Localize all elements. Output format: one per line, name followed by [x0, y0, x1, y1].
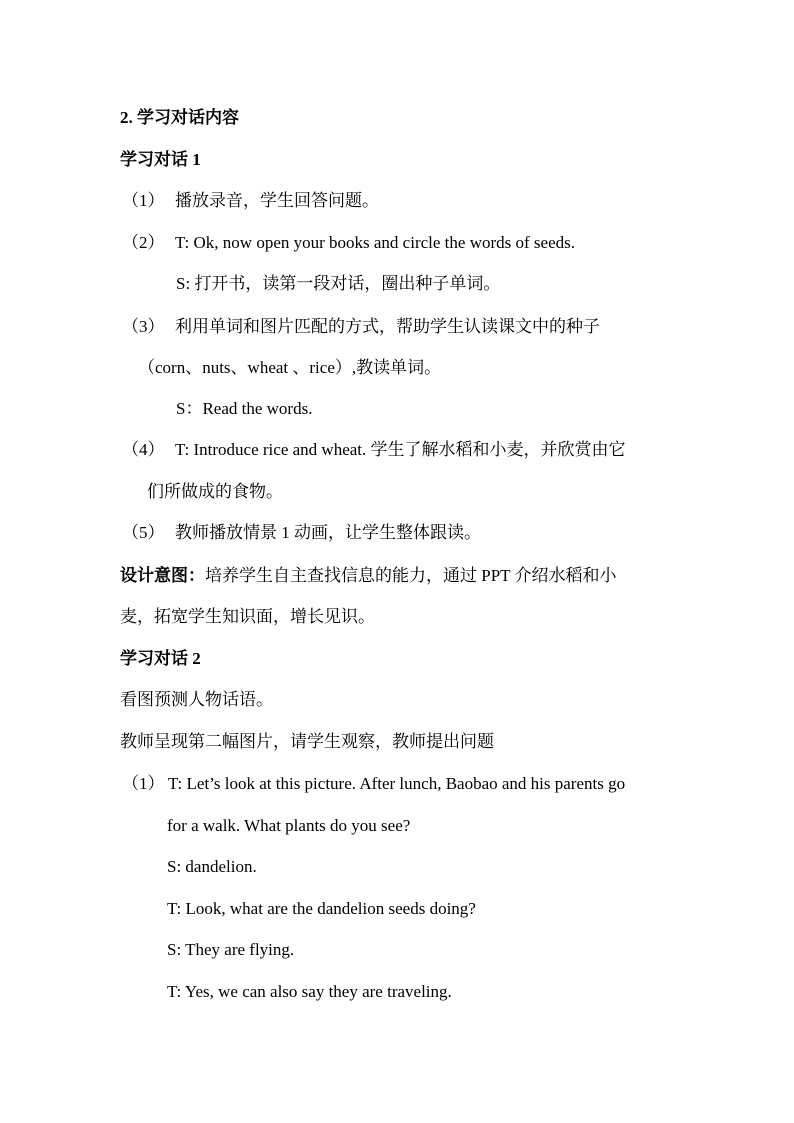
dialogue2-item-1	[122, 773, 625, 795]
item-number: （4）	[122, 440, 165, 459]
dialogue2-line-4: S: They are flying.	[167, 940, 295, 959]
dialogue1-heading: 学习对话 1	[120, 150, 201, 169]
design-intent-text: 培养学生自主查找信息的能力，通过 PPT 介绍水稻和小	[205, 566, 617, 585]
dialogue1-item-4-continuation: 们所做成的食物。	[147, 482, 283, 501]
design-intent-continuation: 麦，拓宽学生知识面，增长见识。	[120, 607, 375, 626]
dialogue2-intro-1: 看图预测人物话语。	[120, 690, 273, 709]
dialogue1-item-2-student: S: 打开书，读第一段对话，圈出种子单词。	[176, 274, 501, 293]
design-intent	[120, 565, 617, 587]
dialogue1-item-3	[122, 316, 600, 338]
dialogue1-item-5	[122, 522, 481, 544]
item-text: 教师播放情景 1 动画，让学生整体跟读。	[175, 523, 481, 542]
dialogue1-item-4	[122, 439, 626, 461]
item-text: T: Let’s look at this picture. After lunch, Baobao and his parents go	[168, 774, 626, 793]
item-text: 利用单词和图片匹配的方式，帮助学生认读课文中的种子	[175, 317, 600, 336]
item-text: T: Ok, now open your books and circle the words of seeds.	[175, 233, 575, 252]
dialogue2-line-3: T: Look, what are the dandelion seeds doing?	[167, 899, 476, 918]
item-number: （2）	[122, 233, 165, 252]
dialogue2-heading: 学习对话 2	[120, 649, 201, 668]
item-text: T: Introduce rice and wheat. 学生了解水稻和小麦，并欣赏由它	[175, 440, 626, 459]
dialogue1-item-2	[122, 232, 575, 254]
dialogue2-line-2: S: dandelion.	[167, 857, 257, 876]
item-text: 播放录音，学生回答问题。	[175, 191, 379, 210]
item-number: （1）	[122, 191, 165, 210]
dialogue1-item-3-continuation: （corn、nuts、wheat 、rice）,教读单词。	[138, 358, 442, 377]
design-intent-label: 设计意图：	[120, 566, 205, 585]
dialogue2-line-1: for a walk. What plants do you see?	[167, 816, 411, 835]
dialogue2-intro-2: 教师呈现第二幅图片，请学生观察，教师提出问题	[120, 732, 494, 751]
item-number: （5）	[122, 523, 165, 542]
dialogue2-line-5: T: Yes, we can also say they are traveling.	[167, 982, 452, 1001]
dialogue1-item-3-student: S：Read the words.	[176, 399, 313, 418]
dialogue1-item-1	[122, 190, 379, 212]
section-heading: 2. 学习对话内容	[120, 108, 239, 127]
item-number: （1）	[122, 774, 165, 793]
item-number: （3）	[122, 317, 165, 336]
